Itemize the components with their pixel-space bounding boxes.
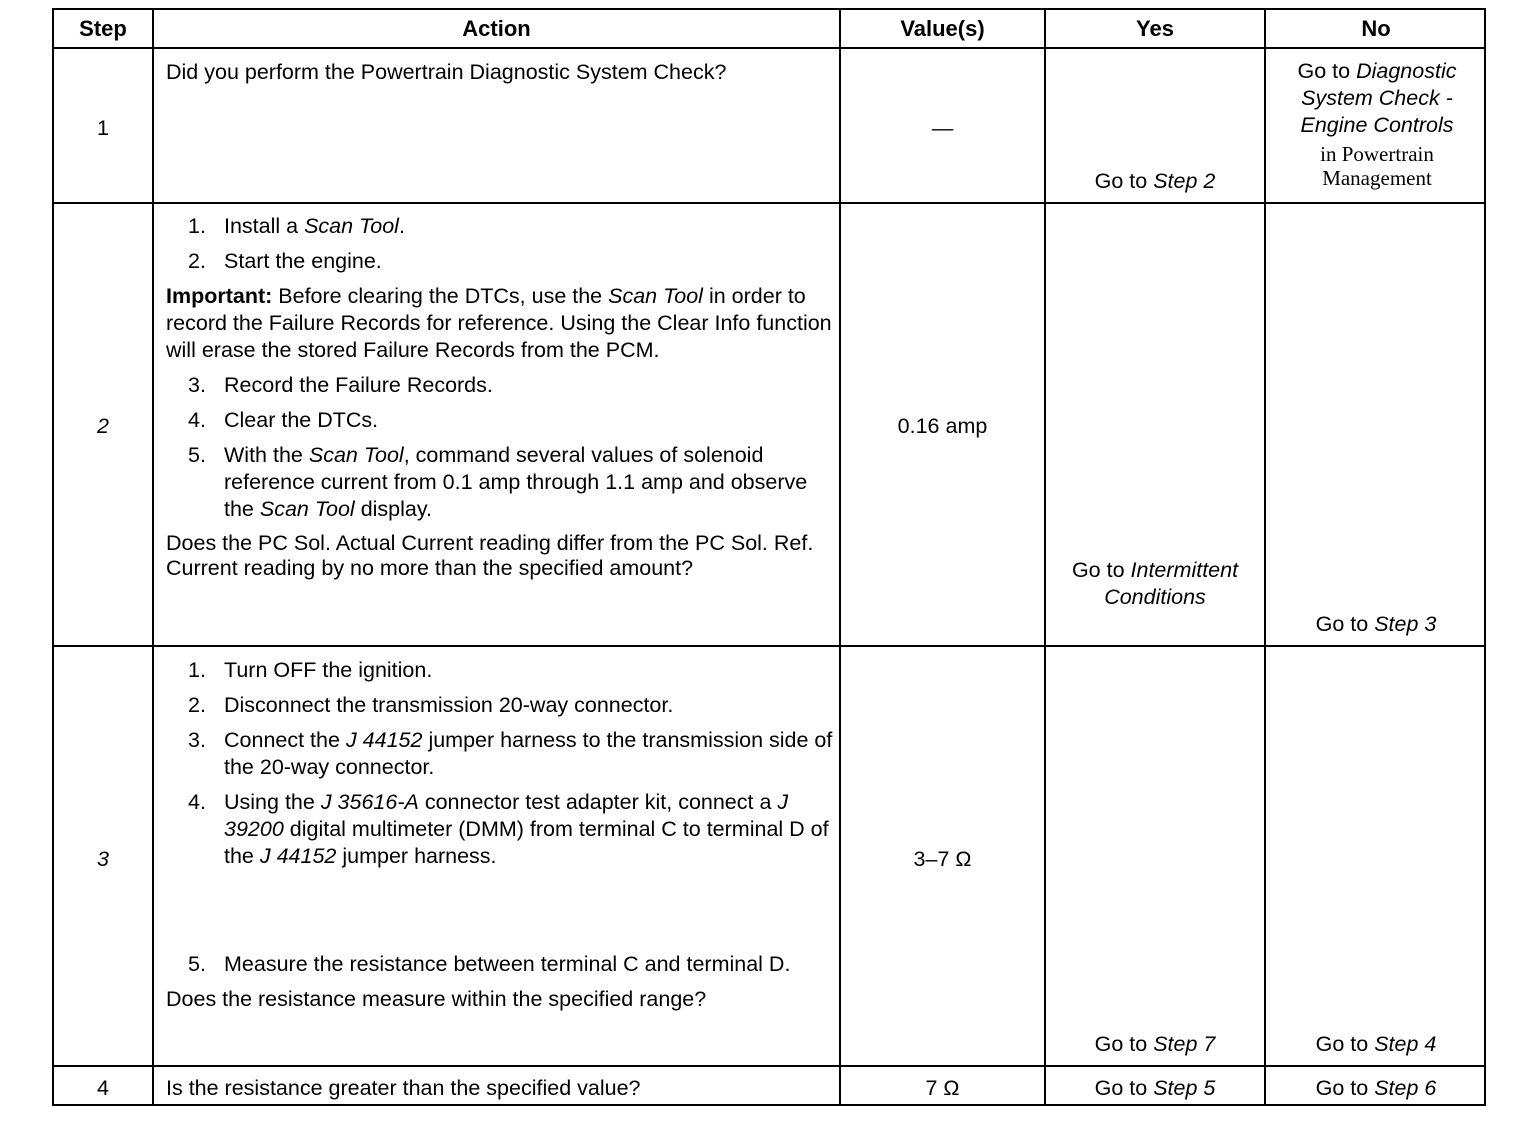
value-text: 3–7 Ω <box>913 847 972 871</box>
action-question: Did you perform the Powertrain Diagnostic System Check? <box>166 60 727 84</box>
tool-name: J 44152 <box>345 728 423 752</box>
goto-target-link[interactable]: Intermittent Conditions <box>1104 558 1239 609</box>
header-values: Value(s) <box>900 16 985 41</box>
step-number: 2 <box>97 414 109 438</box>
goto-suffix: in Powertrain Management <box>1320 142 1434 190</box>
list-item: 1. Turn OFF the ignition. <box>188 658 433 682</box>
row-divider <box>54 1065 1484 1067</box>
row-divider <box>54 202 1484 204</box>
no-goto <box>1266 611 1486 638</box>
list-item: 2. Start the engine. <box>188 249 382 273</box>
action-instructions <box>166 213 834 581</box>
no-goto <box>1266 1075 1486 1102</box>
goto-prefix: Go to <box>1315 612 1369 636</box>
no-goto <box>1266 1031 1486 1058</box>
list-item: 3. Connect the J 44152 jumper harness to the transmission side of the 20-way connector. <box>188 728 833 779</box>
list-item: 3. Record the Failure Records. <box>188 373 493 397</box>
tool-name: J 44152 <box>259 844 337 868</box>
goto-prefix: Go to <box>1315 1076 1369 1100</box>
action-question: Does the PC Sol. Actual Current reading differ from the PC Sol. Ref. Current reading by no more than the specified amount? <box>166 531 814 580</box>
goto-prefix: Go to <box>1297 59 1351 83</box>
action-question: Does the resistance measure within the specified range? <box>166 987 707 1011</box>
diagnostic-table <box>52 8 1486 1106</box>
list-item: 5. With the Scan Tool, command several values of solenoid reference current from 0.1 amp through 1.1 amp and observe the Scan Tool display. <box>188 443 808 521</box>
goto-target-link[interactable]: Step 4 <box>1374 1032 1437 1056</box>
goto-prefix: Go to <box>1071 558 1125 582</box>
goto-prefix: Go to <box>1315 1032 1369 1056</box>
row-divider <box>54 645 1484 647</box>
header-step: Step <box>79 16 127 41</box>
yes-goto <box>1046 1075 1264 1102</box>
goto-prefix: Go to <box>1094 1032 1148 1056</box>
important-note: Important: Before clearing the DTCs, use the Scan Tool in order to record the Failure Records for reference. Using the Clear Info function will erase the stored Failure Records from the PCM. <box>166 284 832 362</box>
value-text: 0.16 amp <box>897 414 988 438</box>
list-item: 2. Disconnect the transmission 20-way connector. <box>188 693 674 717</box>
tool-name: J 35616-A <box>320 790 419 814</box>
yes-goto <box>1046 1031 1264 1058</box>
yes-goto <box>1046 168 1264 195</box>
goto-prefix: Go to <box>1094 169 1148 193</box>
list-item: 5. Measure the resistance between terminal C and terminal D. <box>188 952 791 976</box>
step-number: 1 <box>97 116 109 140</box>
tool-name: Scan Tool <box>308 443 404 467</box>
column-divider <box>1264 10 1266 1104</box>
goto-target-link[interactable]: Step 7 <box>1153 1032 1216 1056</box>
goto-target-link[interactable]: Step 3 <box>1374 612 1437 636</box>
yes-goto <box>1046 557 1264 611</box>
step-number: 3 <box>97 847 109 871</box>
tool-name: J 39200 <box>224 790 789 841</box>
value-text: — <box>931 116 954 140</box>
header-yes: Yes <box>1136 16 1174 41</box>
goto-target-link[interactable]: Step 5 <box>1153 1076 1216 1100</box>
action-question: Is the resistance greater than the specified value? <box>166 1076 641 1100</box>
goto-target-link[interactable]: Step 6 <box>1374 1076 1437 1100</box>
tool-name: Scan Tool <box>259 497 355 521</box>
action-instructions <box>166 657 834 1013</box>
important-label: Important: <box>166 284 273 308</box>
column-divider <box>839 10 841 1104</box>
goto-prefix: Go to <box>1094 1076 1148 1100</box>
goto-target-link[interactable]: Diagnostic System Check - Engine Controls <box>1300 59 1457 137</box>
list-item: 4. Clear the DTCs. <box>188 408 379 432</box>
column-divider <box>152 10 154 1104</box>
list-item: 4. Using the J 35616-A connector test adapter kit, connect a J 39200 digital multimeter (DMM) from terminal C to terminal D of the J 44152 jumper harness. <box>188 790 829 868</box>
value-text: 7 Ω <box>925 1076 960 1100</box>
list-item: 1. Install a Scan Tool. <box>188 214 405 238</box>
header-action: Action <box>462 16 531 41</box>
tool-name: Scan Tool <box>304 214 399 238</box>
tool-name: Scan Tool <box>608 284 703 308</box>
goto-target-link[interactable]: Step 2 <box>1153 169 1216 193</box>
no-goto <box>1268 58 1486 190</box>
header-no: No <box>1361 16 1391 41</box>
step-number: 4 <box>97 1076 109 1100</box>
